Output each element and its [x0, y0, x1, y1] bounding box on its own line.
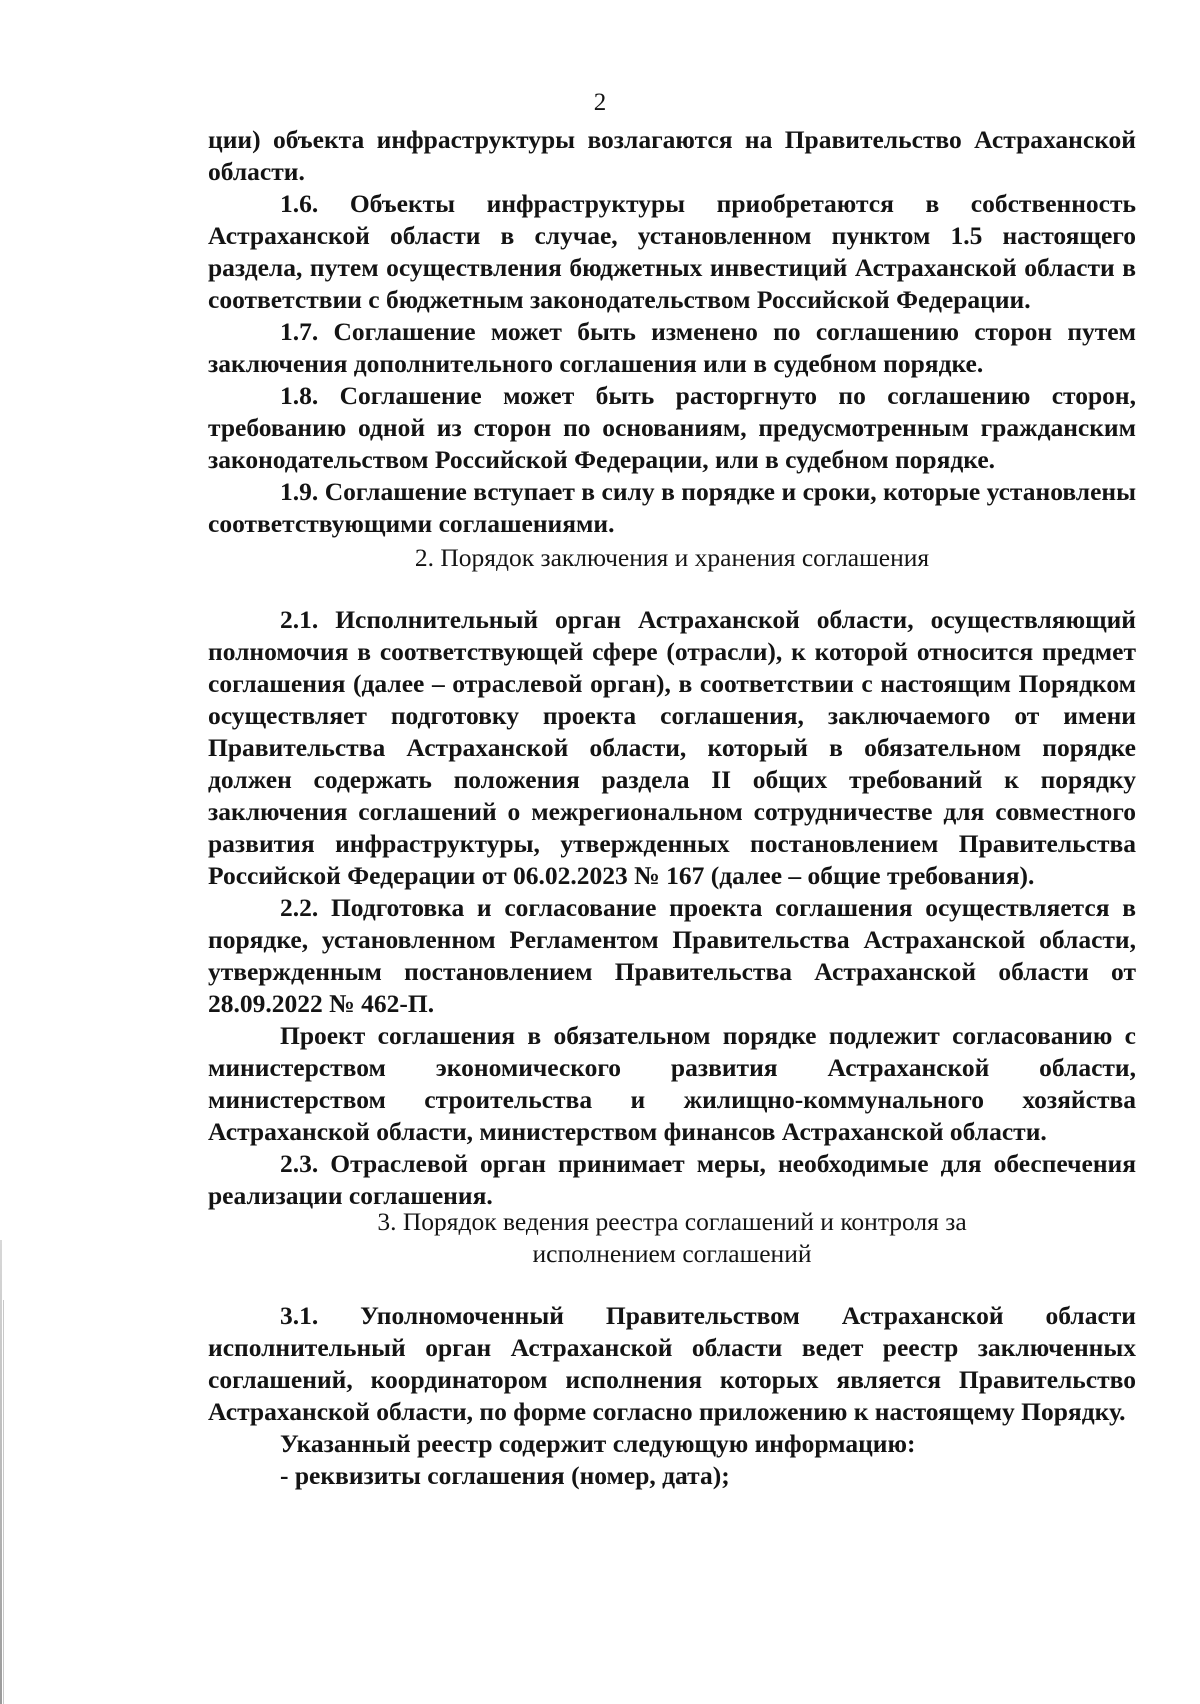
scan-edge-shadow	[0, 1240, 2, 1704]
section-2-heading: 2. Порядок заключения и хранения соглашения	[414, 543, 930, 572]
paragraph-1-9: 1.9. Соглашение вступает в силу в порядке и сроки, которые установлены соответствующими соглашениями.	[208, 477, 1136, 538]
scan-edge-shadow-secondary	[3, 1300, 4, 1704]
section-2-heading-block	[208, 542, 1136, 574]
section-1-tail	[208, 124, 1136, 540]
paragraph-intro: ции) объекта инфраструктуры возлагаются на Правительство Астраханской области.	[208, 125, 1136, 186]
paragraph-2-3: 2.3. Отраслевой орган принимает меры, необходимые для обеспечения реализации соглашения.	[208, 1149, 1136, 1210]
section-3-body	[208, 1300, 1136, 1492]
paragraph-1-7: 1.7. Соглашение может быть изменено по соглашению сторон путем заключения дополнительного соглашения или в судебном порядке.	[208, 317, 1136, 378]
paragraph-2-2: 2.2. Подготовка и согласование проекта соглашения осуществляется в порядке, установленном Регламентом Правительства Астраханской области, утвержденным постановлением Правительства Астраханской области от 28.09.2022 № 462-П.	[208, 893, 1136, 1018]
paragraph-1-8: 1.8. Соглашение может быть расторгнуто по соглашению сторон, требованию одной из сторон по основаниям, предусмотренным гражданским законодательством Российской Федерации, или в судебном порядке.	[208, 381, 1136, 474]
paragraph-2-1: 2.1. Исполнительный орган Астраханской области, осуществляющий полномочия в соответствующей сфере (отрасли), к которой относится предмет соглашения (далее – отраслевой орган), в соответствии с настоящим Порядком осуществляет подготовку проекта соглашения, заключаемого от имени Правительства Астраханской области, который в обязательном порядке должен содержать положения раздела II общих требований к порядку заключения соглашений о межрегиональном сотрудничестве для совместного развития инфраструктуры, утвержденных постановлением Правительства Российской Федерации от 06.02.2023 № 167 (далее – общие требования).	[208, 605, 1136, 890]
section-2-body	[208, 604, 1136, 1212]
paragraph-project-approval: Проект соглашения в обязательном порядке подлежит согласованию с министерством экономического развития Астраханской области, министерством строительства и жилищно-коммунального хозяйства Астраханской области, министерством финансов Астраханской области.	[208, 1021, 1136, 1146]
section-3-heading-line-2: исполнением соглашений	[532, 1239, 812, 1268]
page-number: 2	[593, 89, 607, 116]
paragraph-registry: Указанный реестр содержит следующую информацию:	[280, 1429, 916, 1458]
paragraph-1-6: 1.6. Объекты инфраструктуры приобретаются в собственность Астраханской области в случае, установленном пунктом 1.5 настоящего раздела, путем осуществления бюджетных инвестиций Астраханской области в соответствии с бюджетным законодательством Российской Федерации.	[208, 189, 1136, 314]
section-3-heading-line-1: 3. Порядок ведения реестра соглашений и контроля за	[377, 1207, 967, 1236]
section-3-heading	[208, 1206, 1136, 1270]
list-item-requisites: - реквизиты соглашения (номер, дата);	[280, 1461, 730, 1490]
section-3-heading-block	[208, 1206, 1136, 1270]
paragraph-3-1: 3.1. Уполномоченный Правительством Астраханской области исполнительный орган Астраханской области ведет реестр заключенных соглашений, координатором исполнения которых является Правительство Астраханской области, по форме согласно приложению к настоящему Порядку.	[208, 1301, 1136, 1426]
